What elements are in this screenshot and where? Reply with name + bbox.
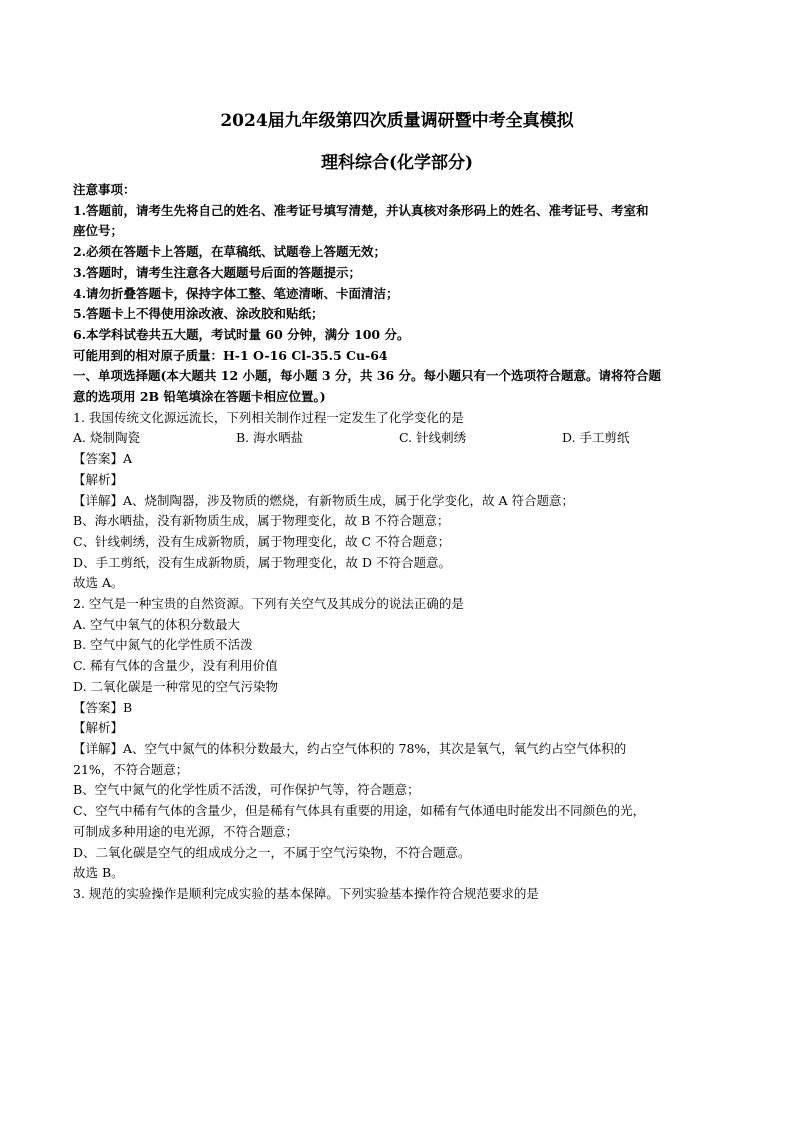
- page-subtitle: 理科综合(化学部分): [320, 153, 474, 173]
- question-2-detail-line: B、空气中氮气的化学性质不活泼，可作保护气等，符合题意；: [73, 782, 420, 798]
- question-1-conclusion: 故选 A。: [73, 575, 124, 591]
- question-1-detail-line: D、手工剪纸，没有生成新物质，属于物理变化，故 D 不符合题意。: [73, 554, 451, 570]
- option-d: D. 二氧化碳是一种常见的空气污染物: [73, 678, 279, 694]
- question-1-detail-line: 【详解】A、烧制陶器，涉及物质的燃烧，有新物质生成，属于化学变化，故 A 符合题意；: [73, 492, 575, 508]
- note-item-2: 2.必须在答题卡上答题，在草稿纸、试题卷上答题无效；: [73, 244, 387, 260]
- question-2-detail-line: 【详解】A、空气中氮气的体积分数最大，约占空气体积的 78%，其次是氧气，氧气约占空气体积的: [73, 740, 627, 756]
- document-body: [73, 180, 733, 905]
- question-1-detail-line: B、海水晒盐，没有新物质生成，属于物理变化，故 B 不符合题意；: [73, 513, 450, 529]
- question-2-stem: 2. 空气是一种宝贵的自然资源。下列有关空气及其成分的说法正确的是: [73, 596, 464, 612]
- option-c: C. 稀有气体的含量少，没有利用价值: [73, 658, 278, 674]
- note-item-1: 1.答题前，请考生先将自己的姓名、准考证号填写清楚，并认真核对条形码上的姓名、准考证号、考室和: [73, 202, 649, 218]
- question-2-detail-line: C、空气中稀有气体的含量少，但是稀有气体具有重要的用途，如稀有气体通电时能发出不同颜色的光，: [73, 803, 646, 819]
- question-1-answer: 【答案】A: [73, 451, 133, 467]
- note-item-1-cont: 座位号；: [73, 223, 124, 239]
- option-a: A. 烧制陶瓷: [73, 430, 140, 446]
- note-item-6: 6.本学科试卷共五大题，考试时量 60 分钟，满分 100 分。: [73, 326, 410, 342]
- note-item-3: 3.答题时，请考生注意各大题题号后面的答题提示；: [73, 264, 362, 280]
- question-1-detail-line: C、针线刺绣，没有生成新物质，属于物理变化，故 C 不符合题意；: [73, 533, 451, 549]
- notes-heading: 注意事项：: [73, 182, 136, 197]
- note-item-4: 4.请勿折叠答题卡，保持字体工整、笔迹清晰、卡面清洁；: [73, 285, 399, 301]
- section-heading-cont: 意的选项用 2B 铅笔填涂在答题卡相应位置。): [73, 389, 326, 405]
- page-title: 2024届九年级第四次质量调研暨中考全真模拟: [220, 111, 574, 131]
- question-1-options: [73, 428, 733, 449]
- question-2-detail-line: 可制成多种用途的电光源，不符合题意；: [73, 823, 299, 839]
- note-item-5: 5.答题卡上不得使用涂改液、涂改胶和贴纸；: [73, 306, 324, 322]
- question-1-stem: 1. 我国传统文化源远流长，下列相关制作过程一定发生了化学变化的是: [73, 409, 464, 425]
- atomic-masses: 可能用到的相对原子质量：H-1 O-16 Cl-35.5 Cu-64: [73, 347, 388, 363]
- question-2-answer: 【答案】B: [73, 699, 133, 715]
- option-b: B. 海水晒盐: [236, 430, 304, 446]
- section-heading: 一、单项选择题(本大题共 12 小题，每小题 3 分，共 36 分。每小题只有一个选项符合题意。请将符合题: [73, 368, 662, 384]
- question-2-conclusion: 故选 B。: [73, 865, 124, 881]
- question-3-stem: 3. 规范的实验操作是顺利完成实验的基本保障。下列实验基本操作符合规范要求的是: [73, 885, 539, 901]
- question-2-analysis: 【解析】: [73, 720, 124, 736]
- question-2-detail-line: 21%，不符合题意；: [73, 761, 189, 777]
- question-1-analysis: 【解析】: [73, 471, 124, 487]
- option-c: C. 针线刺绣: [399, 430, 467, 446]
- option-a: A. 空气中氧气的体积分数最大: [73, 616, 240, 632]
- option-b: B. 空气中氮气的化学性质不活泼: [73, 637, 253, 653]
- question-2-detail-line: D、二氧化碳是空气的组成成分之一，不属于空气污染物，不符合题意。: [73, 844, 471, 860]
- option-d: D. 手工剪纸: [562, 430, 630, 446]
